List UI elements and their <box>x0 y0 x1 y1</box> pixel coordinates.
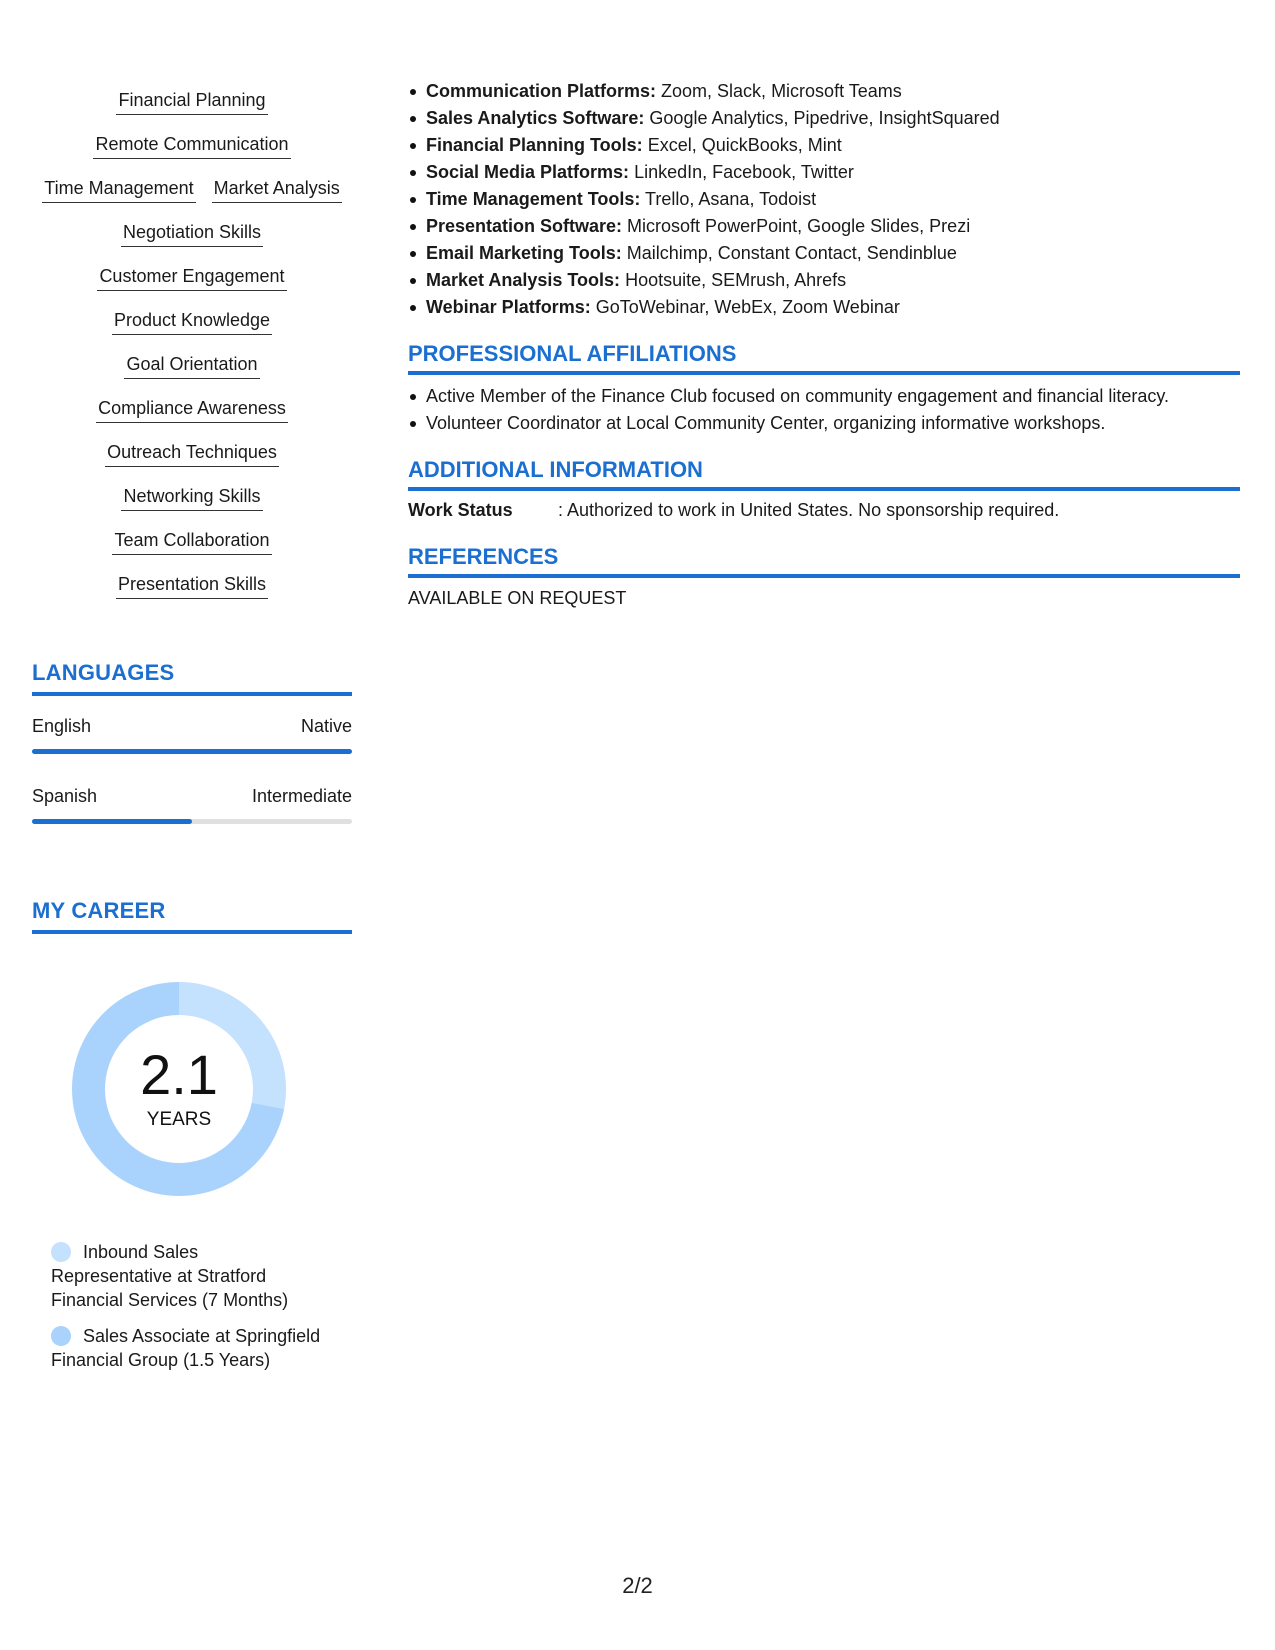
affiliation-item: Volunteer Coordinator at Local Community Center, organizing informative workshops. <box>426 410 1240 437</box>
skill-tag: Customer Engagement <box>97 263 286 291</box>
tool-category: Webinar Platforms: <box>426 297 591 317</box>
tool-item <box>426 240 1240 267</box>
career-legend <box>51 1240 321 1372</box>
tool-category: Presentation Software: <box>426 216 623 236</box>
legend-item <box>51 1324 321 1372</box>
tool-category: Market Analysis Tools: <box>426 270 621 290</box>
tool-values: Google Analytics, Pipedrive, InsightSquared <box>644 108 1000 128</box>
tool-values: Trello, Asana, Todoist <box>640 189 817 209</box>
legend-label: Inbound Sales Representative at Stratford Financial Services (7 Months) <box>51 1242 289 1310</box>
tools-list <box>408 78 1240 321</box>
skill-tag: Outreach Techniques <box>105 439 279 467</box>
skill-tag: Product Knowledge <box>112 307 272 335</box>
tool-values: Mailchimp, Constant Contact, Sendinblue <box>621 243 957 263</box>
additional-info-title: ADDITIONAL INFORMATION <box>408 457 1240 491</box>
affiliation-item: Active Member of the Finance Club focused on community engagement and financial literacy. <box>426 383 1240 410</box>
tool-item <box>426 294 1240 321</box>
tool-values: Microsoft PowerPoint, Google Slides, Prezi <box>622 216 971 236</box>
page-number: 2/2 <box>622 1573 653 1598</box>
tool-category: Communication Platforms: <box>426 81 657 101</box>
tool-values: Excel, QuickBooks, Mint <box>642 135 842 155</box>
skill-tag: Market Analysis <box>212 175 342 203</box>
tool-category: Sales Analytics Software: <box>426 108 645 128</box>
affiliations-list <box>408 383 1240 437</box>
language-proficiency-bar <box>32 819 352 824</box>
affiliations-section <box>408 341 1240 437</box>
language-row <box>32 716 352 737</box>
tool-item <box>426 132 1240 159</box>
languages-list <box>32 716 352 824</box>
work-status-label: Work Status <box>408 500 513 520</box>
tool-item <box>426 186 1240 213</box>
language-name: English <box>32 716 92 736</box>
tool-values: Hootsuite, SEMrush, Ahrefs <box>620 270 847 290</box>
tool-values: Zoom, Slack, Microsoft Teams <box>656 81 902 101</box>
work-status-row <box>408 497 1240 524</box>
language-level: Native <box>300 716 352 736</box>
work-status-value: : Authorized to work in United States. No sponsorship required. <box>558 500 1060 520</box>
career-title: MY CAREER <box>32 898 352 934</box>
legend-item <box>51 1240 321 1312</box>
skill-tag: Compliance Awareness <box>96 395 288 423</box>
affiliations-title: PROFESSIONAL AFFILIATIONS <box>408 341 1240 375</box>
tool-values: LinkedIn, Facebook, Twitter <box>629 162 854 182</box>
tool-category: Email Marketing Tools: <box>426 243 622 263</box>
language-name: Spanish <box>32 786 98 806</box>
tool-item <box>426 267 1240 294</box>
language-proficiency-bar <box>32 749 352 754</box>
skill-tag: Time Management <box>42 175 195 203</box>
tool-values: GoToWebinar, WebEx, Zoom Webinar <box>590 297 900 317</box>
tool-category: Time Management Tools: <box>426 189 641 209</box>
legend-dot-icon <box>51 1326 71 1346</box>
language-proficiency-fill <box>32 749 352 754</box>
additional-info-section <box>408 457 1240 524</box>
references-section <box>408 544 1240 609</box>
tool-category: Social Media Platforms: <box>426 162 630 182</box>
tool-item <box>426 105 1240 132</box>
skill-tag: Goal Orientation <box>124 351 259 379</box>
career-donut-chart <box>64 974 294 1204</box>
tool-item <box>426 213 1240 240</box>
language-entry <box>32 786 352 824</box>
donut-center <box>64 974 294 1204</box>
language-row <box>32 786 352 807</box>
references-title: REFERENCES <box>408 544 1240 578</box>
language-level: Intermediate <box>251 786 352 806</box>
skill-tag: Negotiation Skills <box>121 219 263 247</box>
tool-category: Financial Planning Tools: <box>426 135 643 155</box>
languages-title: LANGUAGES <box>32 660 352 696</box>
skill-tag: Networking Skills <box>121 483 262 511</box>
tool-item <box>426 159 1240 186</box>
legend-dot-icon <box>51 1242 71 1262</box>
career-total-unit: YEARS <box>146 1109 212 1130</box>
skill-tag: Financial Planning <box>116 87 267 115</box>
left-column <box>32 80 352 1384</box>
skill-tag: Team Collaboration <box>112 527 271 555</box>
career-section <box>32 898 352 1372</box>
skill-tag: Remote Communication <box>93 131 290 159</box>
skills-list <box>32 80 352 608</box>
language-entry <box>32 716 352 754</box>
references-text: AVAILABLE ON REQUEST <box>408 588 627 608</box>
skill-tag: Presentation Skills <box>116 571 268 599</box>
languages-section <box>32 660 352 824</box>
career-total-years: 2.1 <box>140 1043 218 1106</box>
tool-item <box>426 78 1240 105</box>
right-column <box>408 78 1240 609</box>
language-proficiency-fill <box>32 819 192 824</box>
legend-label: Sales Associate at Springfield Financial Group (1.5 Years) <box>51 1326 321 1370</box>
